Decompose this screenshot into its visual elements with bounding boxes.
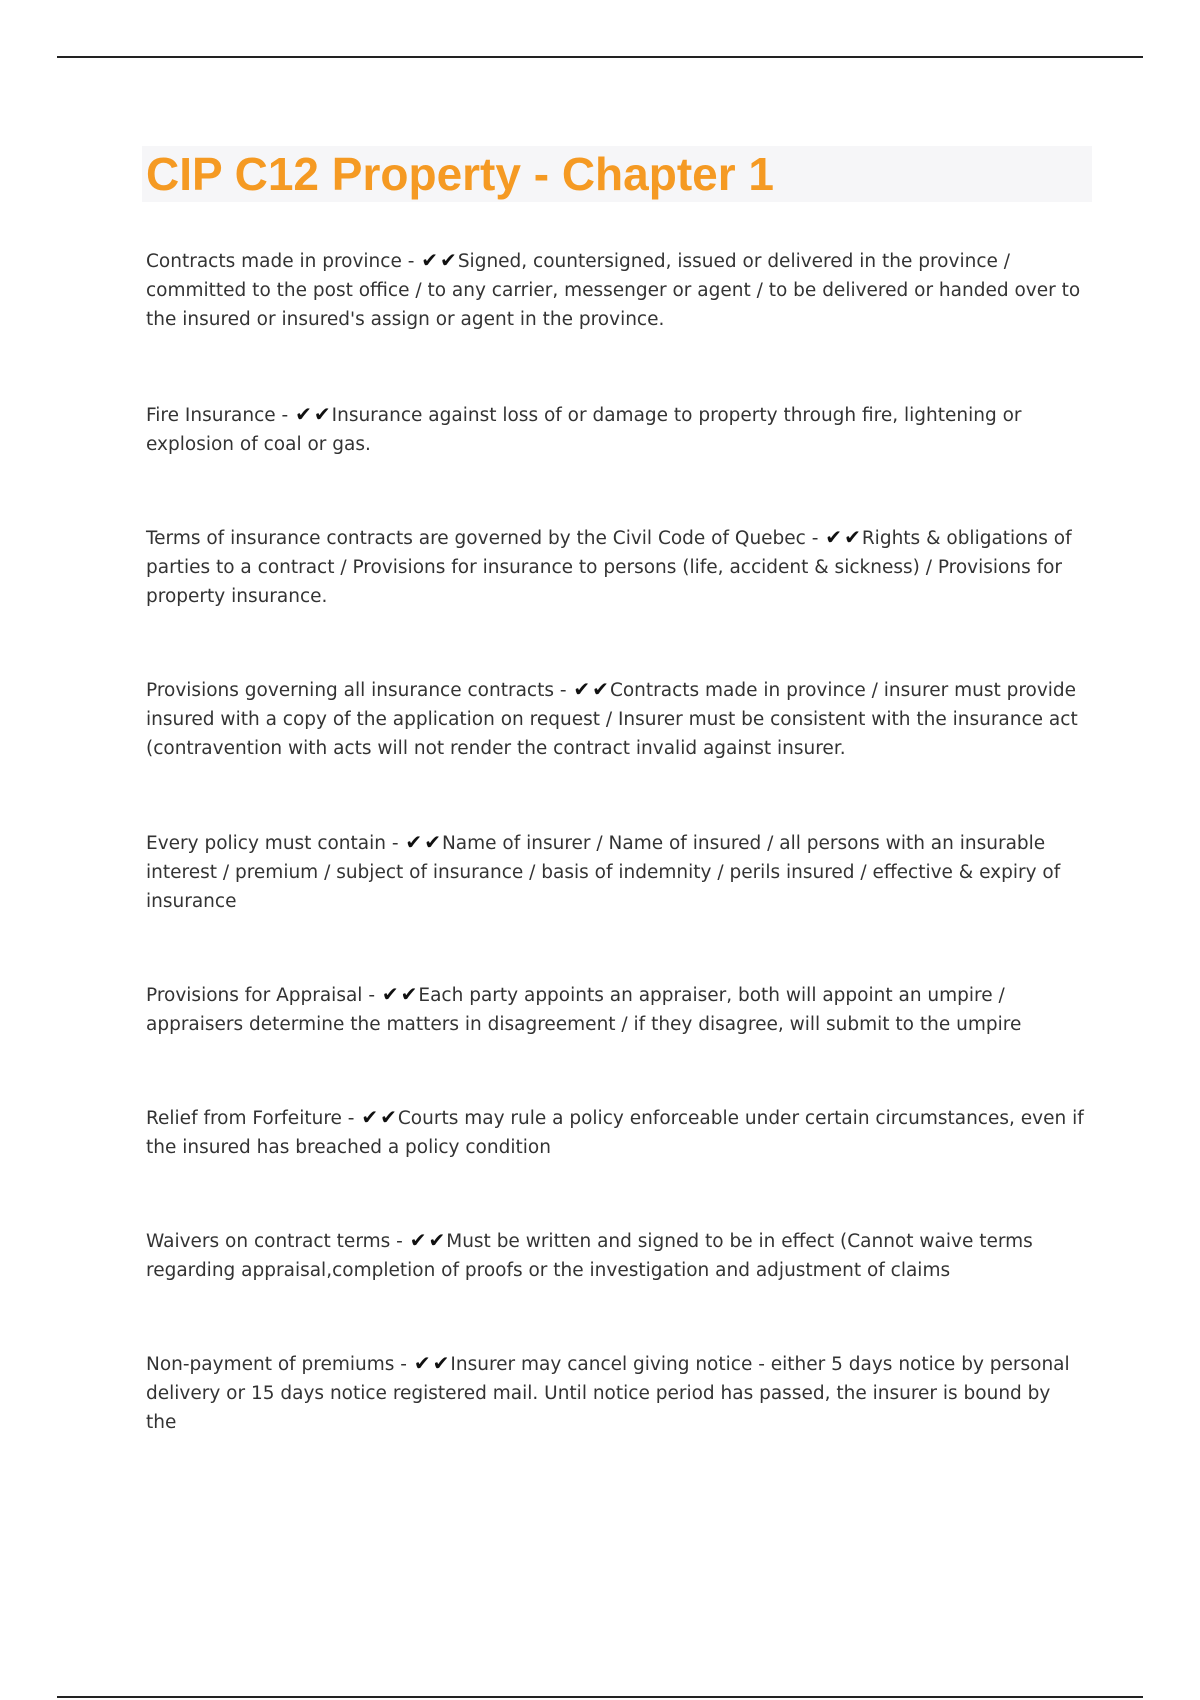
flashcard-entry	[146, 1349, 1086, 1437]
flashcard-entry	[146, 246, 1086, 334]
check-icon: ✔	[361, 1105, 379, 1129]
flashcard-entry	[146, 980, 1086, 1039]
page-title: CIP C12 Property - Chapter 1	[146, 148, 775, 200]
entry-definition: Contracts made in province / insurer must provide insured with a copy of the application on request / Insurer must be consistent with the insurance act (contravention with acts will not render the contract invalid against insurer.	[146, 680, 1078, 759]
entry-definition: Name of insurer / Name of insured / all persons with an insurable interest / premium / subject of insurance / basis of indemnity / perils insured / effective & expiry of insurance	[146, 833, 1061, 912]
entry-definition: Insurance against loss of or damage to property through fire, lightening or explosion of coal or gas.	[146, 405, 1022, 455]
check-icon: ✔	[400, 982, 418, 1006]
entry-definition: Courts may rule a policy enforceable under certain circumstances, even if the insured has breached a policy condition	[146, 1108, 1084, 1158]
flashcard-entry	[146, 675, 1086, 763]
flashcard-entry	[146, 1103, 1086, 1162]
check-icon: ✔	[381, 982, 399, 1006]
check-icon: ✔	[844, 525, 861, 549]
check-icon: ✔	[432, 1351, 450, 1375]
entry-term: Relief from Forfeiture -	[146, 1108, 361, 1129]
flashcard-entry	[146, 828, 1086, 916]
check-icon: ✔	[421, 248, 439, 272]
top-rule	[57, 56, 1143, 58]
check-icon: ✔	[295, 402, 312, 426]
flashcard-entry	[146, 1226, 1086, 1285]
entry-definition: Signed, countersigned, issued or delivered in the province / committed to the post office / to any carrier, messenger or agent / to be delivered or handed over to the insured or insured's assign or agent in the province.	[146, 251, 1081, 330]
entry-term: Provisions governing all insurance contracts -	[146, 680, 573, 701]
entry-term: Contracts made in province -	[146, 251, 421, 272]
entry-term: Every policy must contain -	[146, 833, 405, 854]
entry-term: Provisions for Appraisal -	[146, 985, 381, 1006]
check-icon: ✔	[825, 525, 843, 549]
check-icon: ✔	[313, 402, 331, 426]
bottom-rule	[57, 1696, 1143, 1698]
entry-definition: Rights & obligations of parties to a contract / Provisions for insurance to persons (life, accident & sickness) / Provisions for property insurance.	[146, 528, 1072, 607]
entry-definition: Must be written and signed to be in effect (Cannot waive terms regarding appraisal,completion of proofs or the investigation and adjustment of claims	[146, 1231, 1033, 1281]
check-icon: ✔	[428, 1228, 446, 1252]
check-icon: ✔	[405, 830, 423, 854]
entry-definition: Each party appoints an appraiser, both will appoint an umpire / appraisers determine the matters in disagreement / if they disagree, will submit to the umpire	[146, 985, 1022, 1035]
check-icon: ✔	[573, 677, 591, 701]
check-icon: ✔	[380, 1105, 397, 1129]
entry-term: Terms of insurance contracts are governed by the Civil Code of Quebec -	[146, 528, 825, 549]
flashcard-entry	[146, 400, 1086, 459]
check-icon: ✔	[413, 1351, 431, 1375]
check-icon: ✔	[409, 1228, 427, 1252]
entry-definition: Insurer may cancel giving notice - either 5 days notice by personal delivery or 15 days notice registered mail. Until notice period has passed, the insurer is bound by the	[146, 1354, 1070, 1433]
check-icon: ✔	[424, 830, 441, 854]
entry-term: Non-payment of premiums -	[146, 1354, 413, 1375]
entry-term: Fire Insurance -	[146, 405, 295, 426]
flashcard-entry	[146, 523, 1086, 611]
check-icon: ✔	[440, 248, 457, 272]
entry-term: Waivers on contract terms -	[146, 1231, 409, 1252]
check-icon: ✔	[592, 677, 609, 701]
